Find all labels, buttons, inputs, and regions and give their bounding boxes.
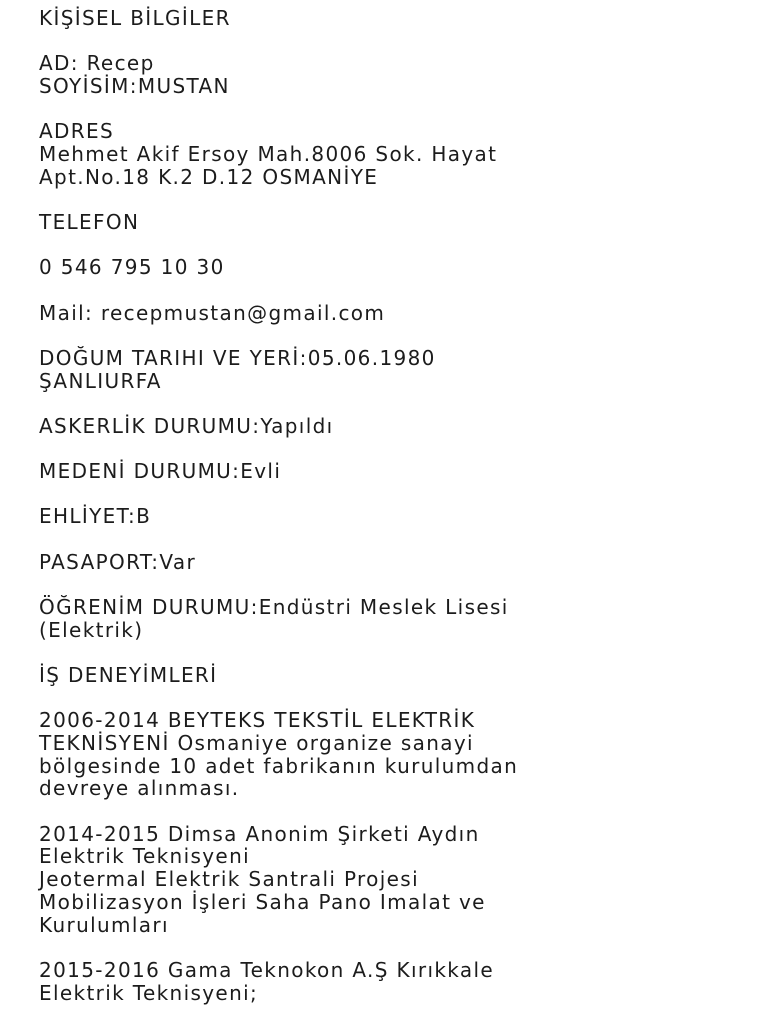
experience-line: Elektrik Teknisyeni; <box>39 980 259 1005</box>
experience-entry-gama <box>39 959 768 1004</box>
education-block <box>39 596 768 641</box>
address-label: ADRES <box>39 119 115 144</box>
phone-label <box>39 211 768 234</box>
birth-date-line: DOĞUM TARIHI VE YERİ:05.06.1980 <box>39 345 436 370</box>
phone-number <box>39 256 768 279</box>
experience-line: 2006-2014 BEYTEKS TEKSTİL ELEKTRİK <box>39 708 476 733</box>
name-block <box>39 52 768 97</box>
experience-line: 2014-2015 Dimsa Anonim Şirketi Aydın <box>39 821 480 846</box>
text-line: ASKERLİK DURUMU:Yapıldı <box>39 413 334 438</box>
text-line: 0 546 795 10 30 <box>39 255 225 280</box>
experience-entry-dimsa <box>39 823 768 937</box>
text-line: EHLİYET:B <box>39 504 152 529</box>
text-line: Mail: recepmustan@gmail.com <box>39 300 386 325</box>
experience-line: bölgesinde 10 adet fabrikanın kurulumdan <box>39 753 519 778</box>
driving-license <box>39 505 768 528</box>
experience-line: Elektrik Teknisyeni <box>39 844 251 869</box>
experience-line: Mobilizasyon İşleri Saha Pano Imalat ve <box>39 889 486 914</box>
passport-status <box>39 551 768 574</box>
education-line: (Elektrik) <box>39 617 144 642</box>
first-name-line: AD: Recep <box>39 51 155 76</box>
military-status <box>39 415 768 438</box>
address-line: Mehmet Akif Ersoy Mah.8006 Sok. Hayat <box>39 142 498 166</box>
email-line <box>39 302 768 325</box>
marital-status <box>39 460 768 483</box>
text-line: KİŞİSEL BİLGİLER <box>39 6 231 30</box>
text-line: MEDENİ DURUMU:Evli <box>39 459 282 484</box>
experience-line: Jeotermal Elektrik Santrali Projesi <box>39 867 419 892</box>
experience-line: TEKNİSYENİ Osmaniye organize sanayi <box>39 731 474 756</box>
education-line: ÖĞRENİM DURUMU:Endüstri Meslek Lisesi <box>39 595 509 620</box>
experience-entry-beyteks <box>39 709 768 800</box>
address-block <box>39 120 768 188</box>
experience-line: Kurulumları <box>39 912 169 937</box>
section-heading-personal-info <box>39 7 768 30</box>
birth-place-line: ŞANLIURFA <box>39 368 162 393</box>
birth-info-block <box>39 347 768 392</box>
experience-line: 2015-2016 Gama Teknokon A.Ş Kırıkkale <box>39 957 495 982</box>
experience-line: devreye alınması. <box>39 776 240 801</box>
text-line: TELEFON <box>39 210 140 234</box>
section-heading-work-experience <box>39 664 768 687</box>
surname-line: SOYİSİM:MUSTAN <box>39 74 230 98</box>
text-line: İŞ DENEYİMLERİ <box>39 663 218 688</box>
text-line: PASAPORT:Var <box>39 549 197 574</box>
address-line: Apt.No.18 K.2 D.12 OSMANİYE <box>39 164 379 189</box>
